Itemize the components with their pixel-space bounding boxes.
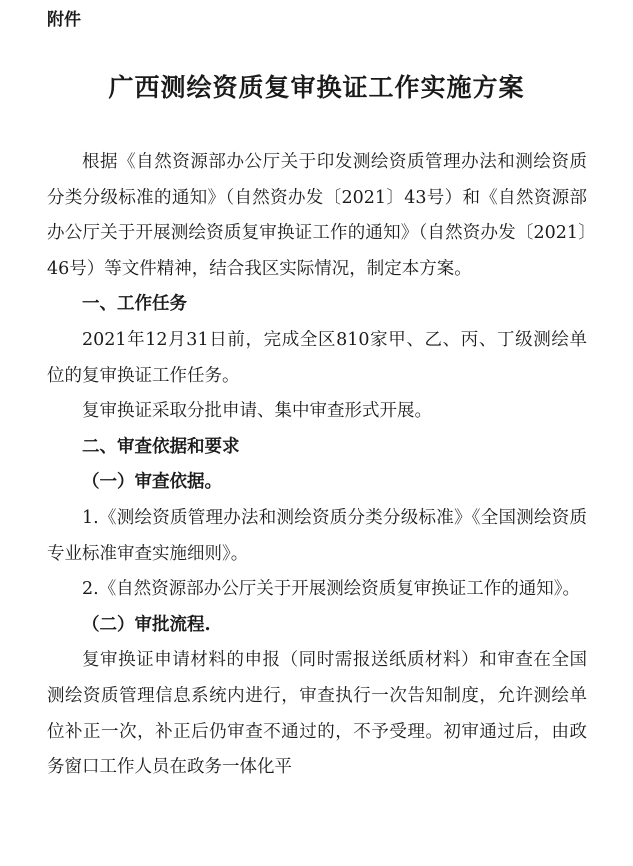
basis-item-1: 1.《测绘资质管理办法和测绘资质分类分级标准》《全国测绘资质专业标准审查实施细则》。: [47, 507, 587, 564]
basis-item-2: 2.《自然资源部办公厅关于开展测绘资质复审换证工作的通知》。: [82, 579, 580, 600]
method-paragraph: 复审换证采取分批申请、集中审查形式开展。: [82, 401, 432, 422]
subsection-heading-1: （一）审查依据。: [82, 472, 222, 493]
section-heading-2: 二、审查依据和要求: [82, 436, 240, 457]
task-paragraph: 2021年12月31日前，完成全区810家甲、乙、丙、丁级测绘单位的复审换证工作任务。: [47, 329, 587, 386]
process-paragraph: 复审换证申请材料的申报（同时需报送纸质材料）和审查在全国测绘资质管理信息系统内进行，审查执行一次告知制度，允许测绘单位补正一次，补正后仍审查不通过的，不予受理。初审通过后，由政务窗口工作人员在政务一体化平: [47, 650, 587, 778]
intro-paragraph: 根据《自然资源部办公厅关于印发测绘资质管理办法和测绘资质分类分级标准的通知》（自然资办发〔2021〕43号）和《自然资源部办公厅关于开展测绘资质复审换证工作的通知》（自然资办发〔2021〕46号）等文件精神，结合我区实际情况，制定本方案。: [47, 152, 587, 279]
document-body: [47, 145, 587, 786]
document-title: 广西测绘资质复审换证工作实施方案: [108, 73, 525, 102]
subsection-heading-2: （二）审批流程.: [82, 614, 211, 635]
attachment-label: 附件: [47, 10, 81, 30]
section-heading-1: 一、工作任务: [82, 294, 187, 315]
